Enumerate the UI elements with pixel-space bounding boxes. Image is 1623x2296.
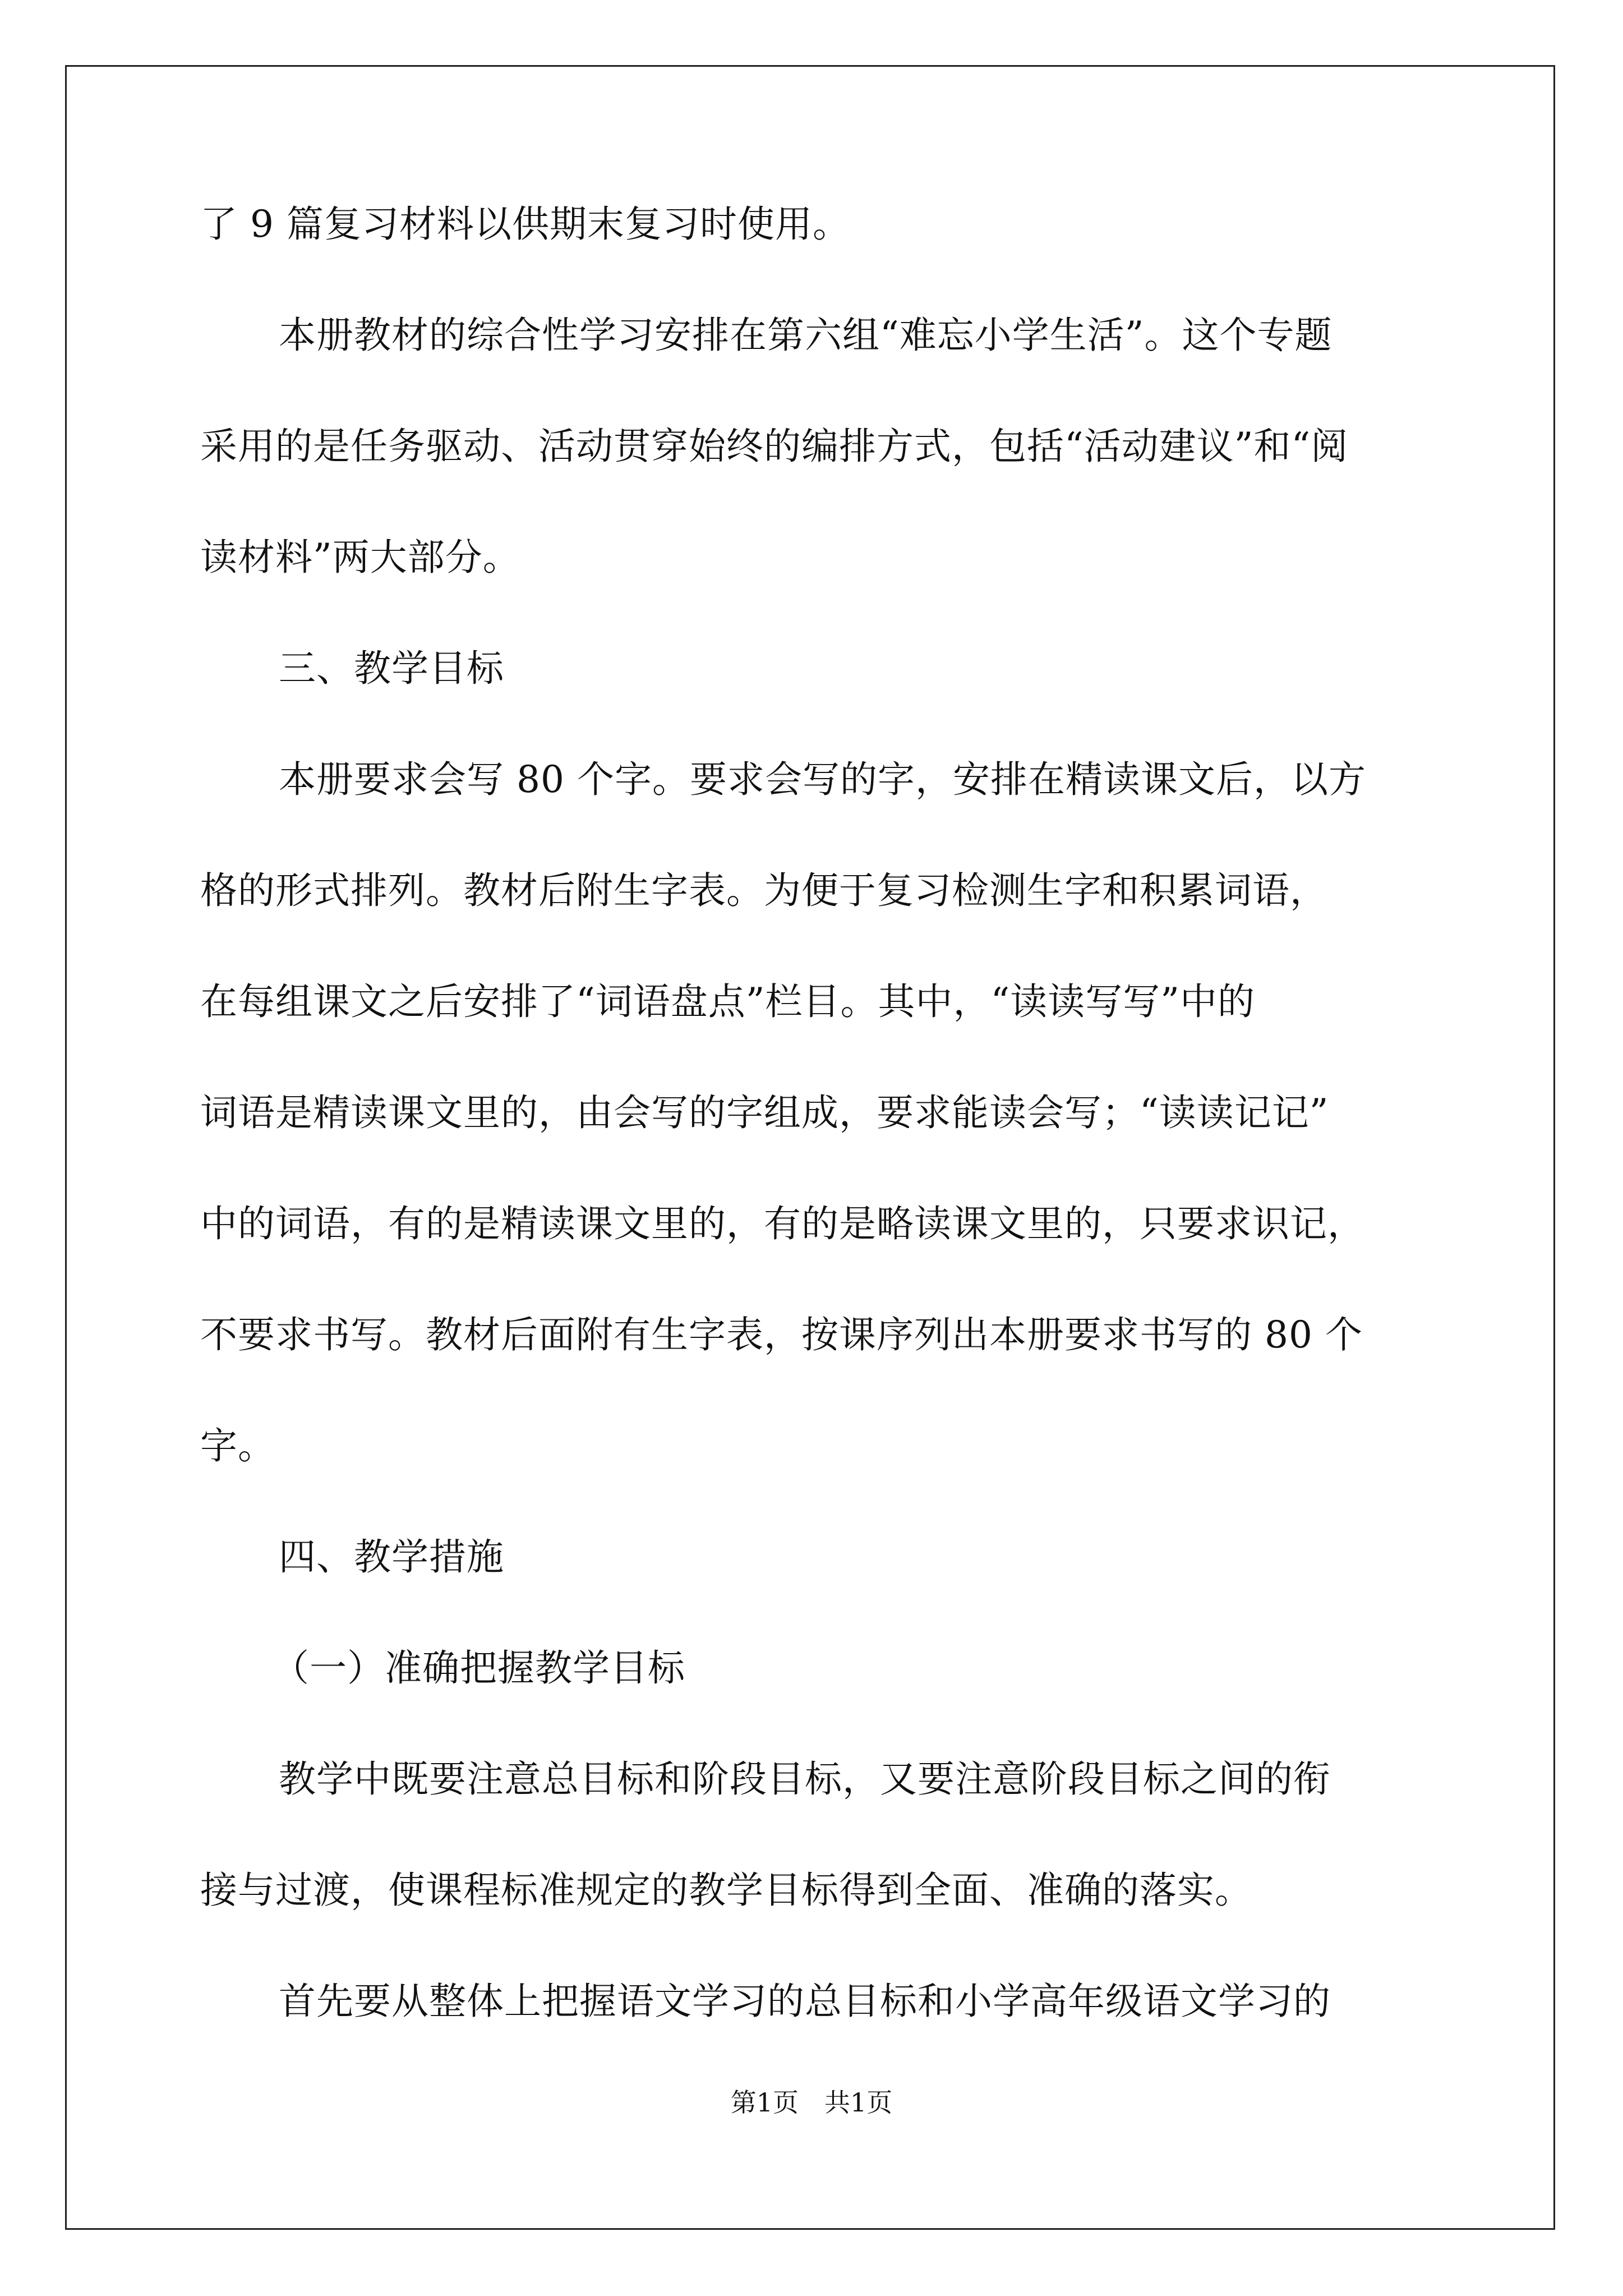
text-line: 教学中既要注意总目标和阶段目标，又要注意阶段目标之间的衔 (279, 1757, 1331, 1801)
text-line: 不要求书写。教材后面附有生字表，按课序列出本册要求书写的 80 个 (200, 1313, 1363, 1356)
text-line: 字。 (200, 1424, 275, 1467)
text-line: 了 9 篇复习材料以供期末复习时使用。 (200, 203, 850, 246)
text-line: 在每组课文之后安排了“词语盘点”栏目。其中，“读读写写”中的 (200, 980, 1255, 1023)
text-line: 接与过渡，使课程标准规定的教学目标得到全面、准确的落实。 (200, 1869, 1252, 1912)
page-number: 第1页 (730, 2087, 799, 2118)
text-line: 本册要求会写 80 个字。要求会写的字，安排在精读课文后，以方 (279, 758, 1366, 801)
text-line: 中的词语，有的是精读课文里的，有的是略读课文里的，只要求识记， (200, 1202, 1365, 1245)
page-footer (0, 2086, 1623, 2119)
subsection-heading: （一）准确把握教学目标 (272, 1646, 685, 1690)
text-line: 词语是精读课文里的，由会写的字组成，要求能读会写；“读读记记” (200, 1091, 1329, 1134)
page-total: 共1页 (824, 2087, 893, 2118)
text-line: 格的形式排列。教材后附生字表。为便于复习检测生字和积累词语， (200, 869, 1327, 912)
text-line: 本册教材的综合性学习安排在第六组“难忘小学生活”。这个专题 (279, 314, 1332, 357)
section-heading: 四、教学措施 (279, 1535, 504, 1579)
text-line: 采用的是任务驱动、活动贯穿始终的编排方式，包括“活动建议”和“阅 (200, 425, 1349, 468)
text-line: 首先要从整体上把握语文学习的总目标和小学高年级语文学习的 (279, 1980, 1331, 2023)
text-line: 读材料”两大部分。 (200, 536, 520, 579)
section-heading: 三、教学目标 (279, 647, 504, 690)
